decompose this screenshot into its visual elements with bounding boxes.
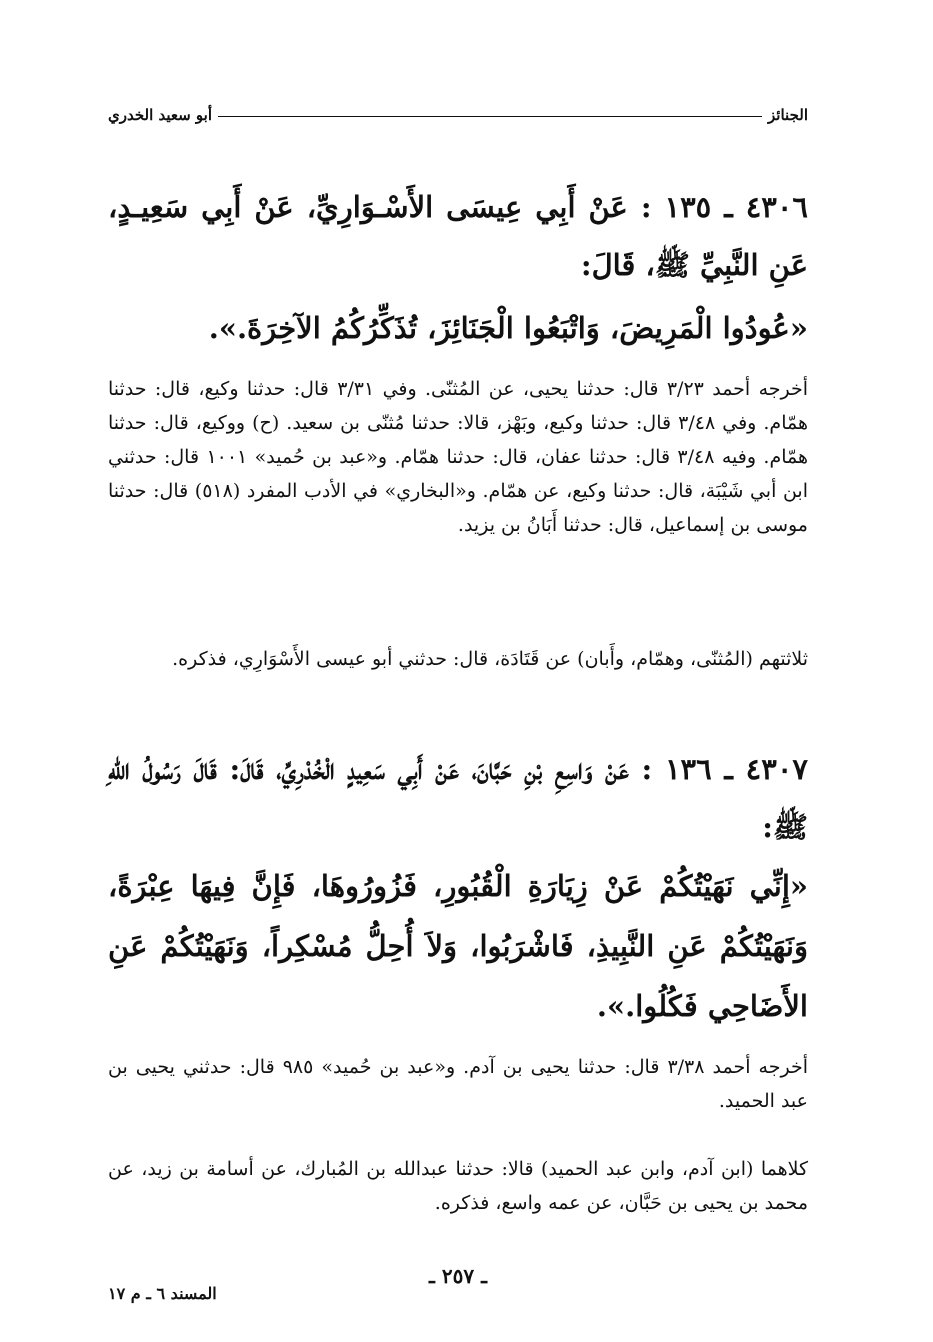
hadith-4307-takhrij-1: أخرجه أحمد ٣/٣٨ قال: حدثنا يحيى بن آدم. و«عبد بن حُميد» ٩٨٥ قال: حدثني يحيى بن عبد الحميد. (108, 1056, 808, 1112)
page-number: ـ ٢٥٧ ـ (429, 1264, 487, 1288)
hadith-4306-heading: ٤٣٠٦ ـ ١٣٥ : عَنْ أَبِي عِيسَى الأَسْـوَارِيِّ، عَنْ أَبِي سَعِيـدٍ، عَنِ النَّبِيِّ ﷺ، قَالَ: (108, 190, 808, 282)
header-rule (218, 116, 762, 117)
hadith-4307-text: «إِنِّي نَهَيْتُكُمْ عَنْ زِيَارَةِ الْقُبُورِ، فَزُورُوهَا، فَإِنَّ فِيهَا عِبْرَةً، وَنَهَيْتُكُمْ عَنِ النَّبِيذِ، فَاشْرَبُوا، وَلاَ أُحِلُّ مُسْكِراً، وَنَهَيْتُكُمْ عَنِ الأَضَاحِي فَكُلُوا.». (108, 869, 808, 1023)
volume-signature: المسند ٦ ـ م ١٧ (108, 1284, 217, 1303)
hadith-4306-text: «عُودُوا الْمَرِيضَ، وَاتْبَعُوا الْجَنَائِزَ، تُذَكِّرُكُمُ الآخِرَةَ.». (208, 311, 808, 345)
hadith-4307-heading: ٤٣٠٧ ـ ١٣٦ : عَنْ وَاسِعِ بْنِ حَبَّانَ، عَنْ أَبِي سَعِيدٍ الْخُدْرِيِّ، قَالَ: قَالَ رَسُولُ اللهِ ﷺ: (108, 752, 808, 844)
header-section-title: أبو سعيد الخدري (108, 106, 213, 124)
hadith-4306-takhrij-2: ثلاثتهم (المُثنّى، وهمّام، وأَبان) عن قَتَادَة، قال: حدثني أبو عيسى الأَسْوَارِي، فذكره. (172, 648, 808, 670)
hadith-4307-takhrij-2: كلاهما (ابن آدم، وابن عبد الحميد) قالا: حدثنا عبدالله بن المُبارك، عن أسامة بن زيد، عن محمد بن يحيى بن حَبَّان، عن عمه واسع، فذكره. (108, 1158, 808, 1214)
hadith-4306-takhrij-1: أخرجه أحمد ٣/٢٣ قال: حدثنا يحيى، عن المُثنّى. وفي ٣/٣١ قال: حدثنا وكيع، قال: حدثنا همّام. وفي ٣/٤٨ قال: حدثنا وكيع، وبَهْز، قالا: حدثنا مُثنّى بن سعيد. (ح) ووكيع، قال: حدثنا همّام. وفيه ٣/٤٨ قال: حدثنا عفان، قال: حدثنا همّام. و«عبد بن حُميد» ١٠٠١ قال: حدثني ابن أبي شَيْبَة، قال: حدثنا وكيع، عن همّام. و«البخاري» في الأدب المفرد (٥١٨) قال: حدثنا موسى بن إسماعيل، قال: حدثنا أَبَانُ بن يزيد. (108, 378, 809, 536)
page-footer (108, 1264, 808, 1304)
header-chapter-title: الجنائز (768, 106, 808, 124)
running-header (108, 98, 808, 124)
